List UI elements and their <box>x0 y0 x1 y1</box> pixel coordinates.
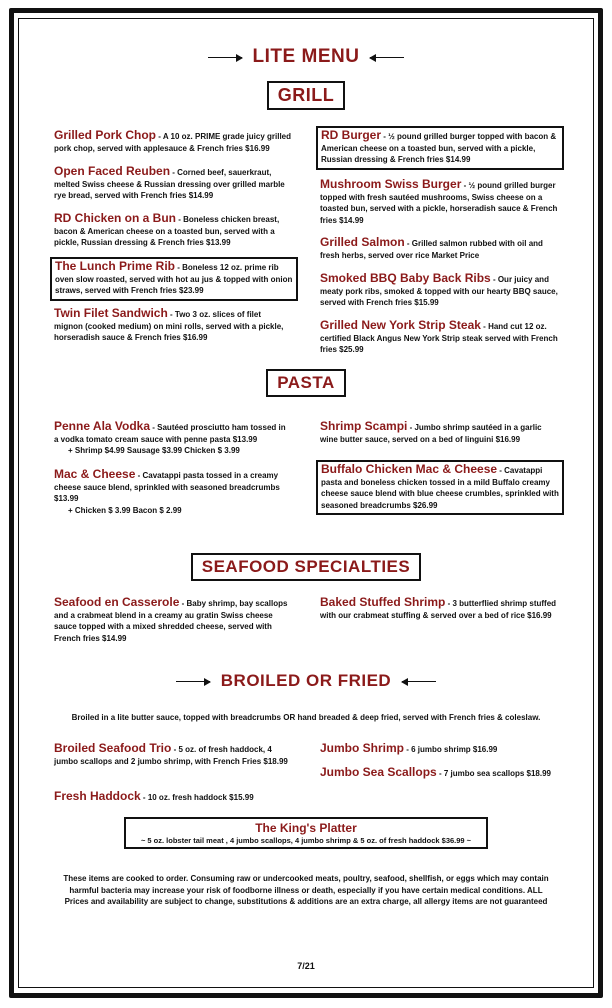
item-desc: - Grilled salmon rubbed with oil and fresh herbs, served over rice Market Price <box>320 239 543 260</box>
item-desc: - ½ pound grilled burger topped with fresh sautéed mushrooms, Swiss cheese on a toasted bun, served with a pickle, horseradish sauce & French fries $14.99 <box>320 181 558 225</box>
menu-item <box>320 273 558 309</box>
pasta-heading <box>0 369 612 397</box>
seafood-heading <box>0 553 612 581</box>
disclaimer: These items are cooked to order. Consuming raw or undercooked meats, poultry, seafood, shellfish, or eggs which may contain harmful bacteria may increase your risk of foodborne illness or death, especially if you have certain medical conditions. ALL Prices and availability are subject to change, substitutions & additions are an extra charge, all allergy items are not guaranteed <box>63 874 549 906</box>
grill-heading <box>0 81 612 110</box>
menu-item <box>320 320 558 356</box>
item-addons: + Shrimp $4.99 Sausage $3.99 Chicken $ 3.99 <box>68 446 240 455</box>
menu-item <box>54 166 292 202</box>
item-desc: - A 10 oz. PRIME grade juicy grilled pork chop, served with applesauce & French fries $16.99 <box>54 132 292 153</box>
item-desc: - Baby shrimp, bay scallops and a crabmeat blend in a creamy au gratin Swiss cheese sauce topped with a mixed shredded cheese, served with French fries $14.99 <box>54 599 288 643</box>
item-name: Baked Stuffed Shrimp <box>320 595 446 609</box>
kings-platter-title: The King's Platter <box>255 821 357 835</box>
item-addons: + Chicken $ 3.99 Bacon $ 2.99 <box>68 505 182 515</box>
menu-item <box>320 767 558 780</box>
menu-header <box>0 46 612 68</box>
item-desc: - Hand cut 12 oz. certified Black Angus New York Strip steak served with French fries $25.99 <box>320 322 558 354</box>
arrow-left-icon <box>370 53 404 63</box>
menu-item <box>54 469 292 516</box>
menu-item <box>54 130 292 154</box>
menu-item <box>54 213 292 249</box>
broiled-heading <box>0 671 612 691</box>
menu-item-featured <box>316 460 564 515</box>
item-name: Grilled Salmon <box>320 235 405 249</box>
item-desc: - Cavatappi pasta and boneless chicken tossed in a mild Buffalo creamy cheese sauce blend with blue cheese crumbles, sprinkled with seasoned breadcrumbs $26.99 <box>321 466 559 510</box>
item-name: Grilled Pork Chop <box>54 128 157 142</box>
item-name: Fresh Haddock <box>54 789 141 803</box>
kings-platter-desc: ~ 5 oz. lobster tail meat , 4 jumbo scallops, 4 jumbo shrimp & 5 oz. of fresh haddock $36.99 ~ <box>140 836 472 845</box>
item-desc: - Cavatappi pasta tossed in a creamy cheese sauce blend, sprinkled with seasoned breadcrumbs $13.99 <box>54 471 280 503</box>
item-desc: - 10 oz. fresh haddock $15.99 <box>140 793 254 802</box>
item-desc: - 6 jumbo shrimp $16.99 <box>404 745 498 754</box>
item-desc: - ½ pound grilled burger topped with bacon & American cheese on a toasted bun, served with a pickle, Russian dressing & French fries $14.99 <box>321 132 557 164</box>
menu-item <box>54 743 292 767</box>
menu-item-featured <box>50 257 298 301</box>
menu-item <box>54 791 292 804</box>
menu-title: LITE MENU <box>252 46 360 67</box>
item-name: Shrimp Scampi <box>320 419 408 433</box>
item-name: Smoked BBQ Baby Back Ribs <box>320 271 491 285</box>
broiled-title: BROILED OR FRIED <box>220 671 392 690</box>
grill-title: GRILL <box>267 81 346 110</box>
menu-item <box>320 421 558 445</box>
item-name: Buffalo Chicken Mac & Cheese <box>321 462 498 476</box>
item-name: Mac & Cheese <box>54 467 136 481</box>
menu-item <box>54 308 292 344</box>
item-desc: - Jumbo shrimp sautéed in a garlic wine butter sauce, served on a bed of linguini $16.99 <box>320 423 542 444</box>
menu-item <box>320 179 558 226</box>
item-name: Grilled New York Strip Steak <box>320 318 481 332</box>
item-name: Mushroom Swiss Burger <box>320 177 462 191</box>
item-name: Jumbo Shrimp <box>320 741 405 755</box>
item-name: Open Faced Reuben <box>54 164 171 178</box>
broiled-note: Broiled in a lite butter sauce, topped with breadcrumbs OR hand breaded & deep fried, served with French fries & coleslaw. <box>71 713 541 722</box>
menu-item <box>320 743 558 756</box>
item-name: The Lunch Prime Rib <box>55 259 176 273</box>
item-name: RD Chicken on a Bun <box>54 211 177 225</box>
item-name: Twin Filet Sandwich <box>54 306 168 320</box>
item-desc: - Boneless 12 oz. prime rib oven slow roasted, served with hot au jus & topped with onion straws, served with French fries $23.99 <box>55 263 293 295</box>
menu-date: 7/21 <box>297 961 315 971</box>
item-desc: - Corned beef, sauerkraut, melted Swiss cheese & Russian dressing over grilled marble rye bread, served with French fries $14.99 <box>54 168 285 200</box>
item-name: Penne Ala Vodka <box>54 419 151 433</box>
item-desc: - 3 butterflied shrimp stuffed with our crabmeat stuffing & served over a bed of rice $16.99 <box>320 599 557 620</box>
item-desc: - Boneless chicken breast, bacon & American cheese on a toasted bun, served with a pickle, Russian dressing & French fries $13.99 <box>54 215 280 247</box>
menu-item <box>320 597 558 621</box>
item-desc: - Two 3 oz. slices of filet mignon (cooked medium) on mini rolls, served with a pickle, horseradish sauce & French fries $16.99 <box>54 310 284 342</box>
menu-item <box>320 237 558 261</box>
kings-platter-box <box>124 817 488 849</box>
item-name: Seafood en Casserole <box>54 595 180 609</box>
menu-item-featured <box>316 126 564 170</box>
seafood-title: SEAFOOD SPECIALTIES <box>191 553 422 581</box>
item-name: RD Burger <box>321 128 382 142</box>
menu-item <box>54 421 292 457</box>
menu-item <box>54 597 292 644</box>
item-desc: - 5 oz. of fresh haddock, 4 jumbo scallops and 2 jumbo shrimp, with French Fries $18.99 <box>54 745 288 766</box>
item-desc: - 7 jumbo sea scallops $18.99 <box>436 769 551 778</box>
arrow-right-icon <box>208 53 242 63</box>
arrow-right-icon <box>176 677 210 687</box>
item-name: Jumbo Sea Scallops <box>320 765 437 779</box>
arrow-left-icon <box>402 677 436 687</box>
item-desc: - Our juicy and meaty pork ribs, smoked & topped with our hearty BBQ sauce, served with French fries $15.99 <box>320 275 558 307</box>
item-desc: - Sautéed prosciutto ham tossed in a vodka tomato cream sauce with penne pasta $13.99 <box>54 423 286 444</box>
item-name: Broiled Seafood Trio <box>54 741 172 755</box>
pasta-title: PASTA <box>266 369 346 397</box>
